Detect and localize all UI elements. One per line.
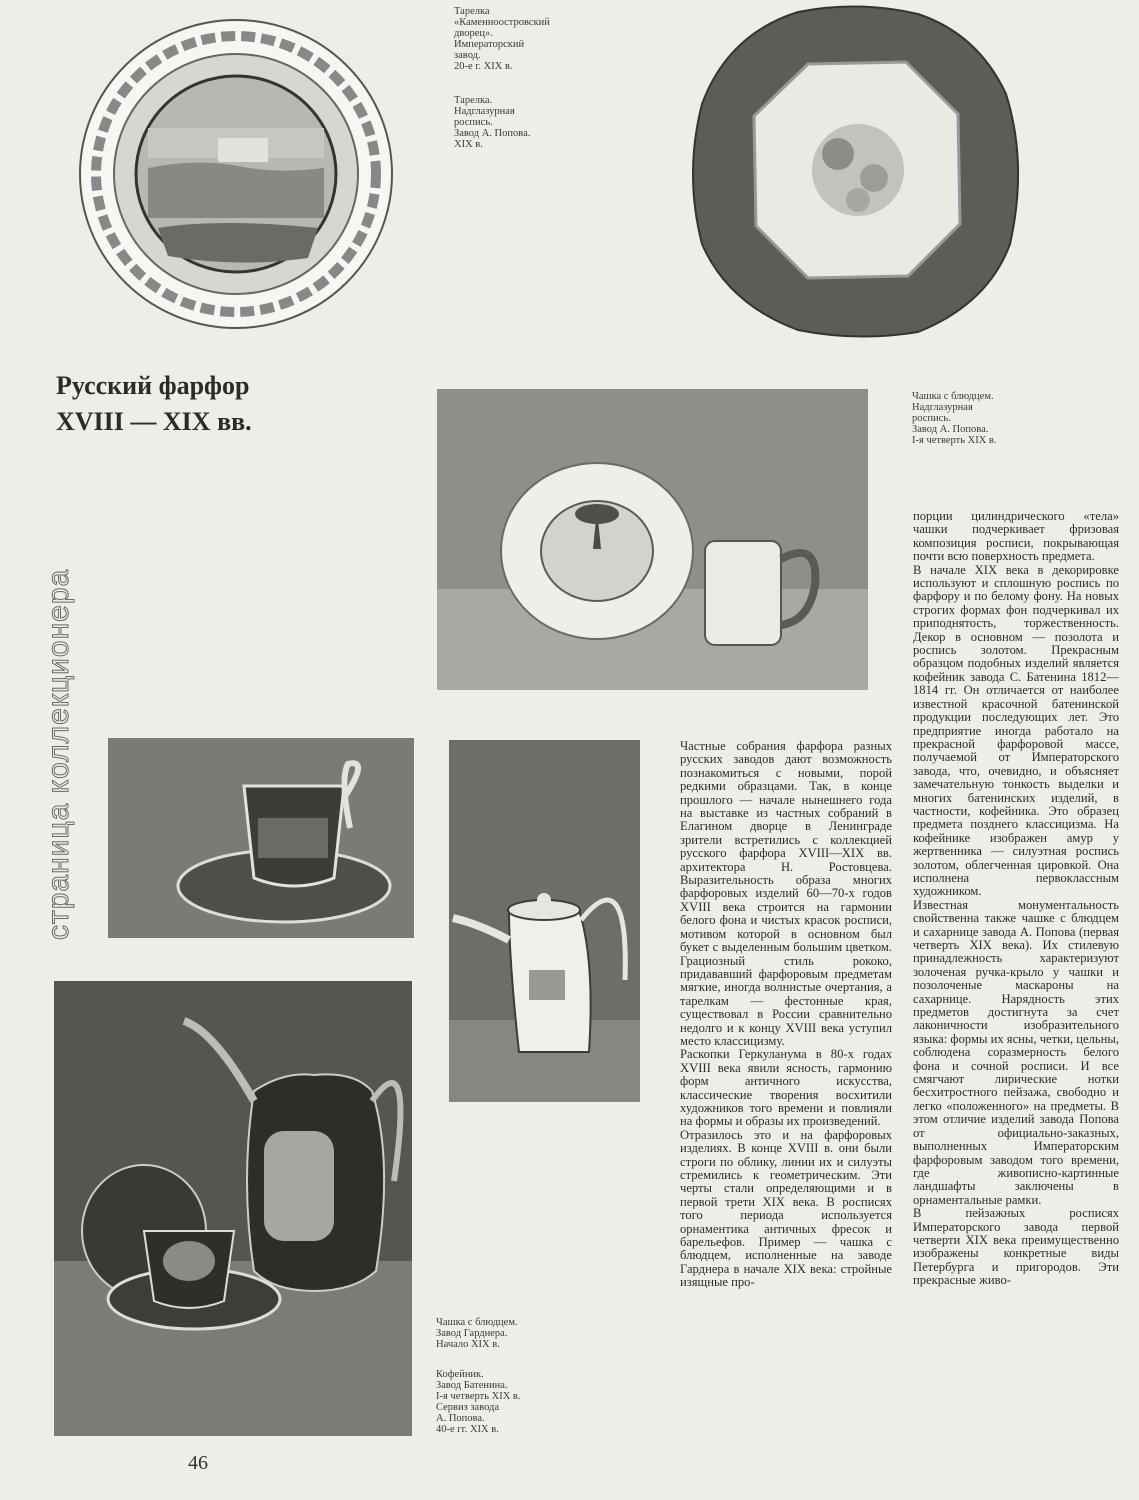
photo-coffee-batenin <box>449 740 640 1102</box>
photo-cup-popov <box>437 389 868 690</box>
caption-coffee-batenin: Кофейник. Завод Батенина. I-я четверть XIX в. <box>436 1369 521 1402</box>
article-paragraph: Известная монументальность свойственна также чашке с блюдцем и сахарнице завода А. Попова (первая четверть XIX века). Их стилевую принадлежность характеризуют золоченая ручка-крыло у чашки и позолоченые маскароны на сахарнице. Нарядность этих предметов достигнута за счет лаконичности изобразительного языка: формы их ясны, четки, цельны, соблюдена соразмерность белого фона и сочной росписи. И все смягчают лирические нотки бесхитростного пейзажа, свободно и легко «положенного» на предметы. В этом отличие изделий завода Попова от официально-заказных, выполненных Императорским фарфоровым заводом того времени, где живописно-картинные ландшафты заключены в орнаментальные рамки. <box>913 897 1119 1207</box>
caption-cup-gardner: Чашка с блюдцем. Завод Гарднера. Начало XIX в. <box>436 1317 518 1350</box>
page-number: 46 <box>188 1452 208 1474</box>
article-paragraph: Частные собрания фарфора разных русских заводов дают возможность познакомиться с новыми, порой редкими образцами. Так, в конце прошлого — начале нынешнего года на выставке из частных собраний в Елагином дворце в Ленинграде зрители встретились с коллекцией русского фарфора XVIII—XIX вв. архитектора Н. Ростовцева. Выразительность образа многих фарфоровых изделий 60—70-х годов XVIII века строится на гармонии белого фона и чистых красок росписи, мотивом которой в основном был букет с выделенным большим цветком. Грациозный стиль рококо, придававший фарфоровым предметам мягкие, иногда волнистые очертания, а тарелкам — фестонные края, существовал в России сравнительно недолго и к концу XVIII века уступил место классицизму. <box>680 739 892 1048</box>
photo-service-popov <box>54 981 412 1436</box>
article-paragraph: В пейзажных росписях Императорского завода первой четверти XIX века преимущественно изображены конкретные виды Петербурга и пригородов. Эти прекрасные живо- <box>913 1206 1119 1288</box>
caption-plate-kamennoostrovsky: Тарелка «Каменноостровский дворец». Императорский завод. 20-е г. XIX в. <box>454 6 550 72</box>
title-line-2: XVIII — XIX вв. <box>56 407 252 436</box>
page-title <box>56 368 356 440</box>
article-paragraph: Раскопки Геркуланума в 80-х годах XVIII века явили ясность, гармонию форм античного искусства, классические творения восхитили художников того времени и повлияли на формы и образы их произведений. <box>680 1047 892 1129</box>
article-paragraph: Отразилось это и на фарфоровых изделиях. В конце XVIII в. они были строги по облику, линии их и силуэты стремились к геометрическим. Эти черты стали определяющими и в первой трети XIX века. В росписях того периода используется орнаментика античных фресок и барельефов. Пример — чашка с блюдцем, исполненные на заводе Гарднера в начале XIX века: стройные изящные про- <box>680 1127 892 1290</box>
photo-plate-kamennoostrovsky <box>78 18 394 330</box>
article-column-2 <box>913 510 1119 1288</box>
caption-plate-popov: Тарелка. Надглазурная роспись. Завод А. Попова. XIX в. <box>454 95 531 150</box>
article-paragraph: порции цилиндрического «тела» чашки подчеркивает фризовая композиция росписи, покрывающая почти всю поверхность предмета. <box>913 509 1119 564</box>
section-label: страница коллекционера <box>42 568 75 940</box>
photo-plate-popov <box>688 4 1026 338</box>
caption-service-popov: Сервиз завода А. Попова. 40-е гг. XIX в. <box>436 1402 500 1435</box>
photo-cup-gardner <box>108 738 414 938</box>
caption-cup-popov: Чашка с блюдцем. Надглазурная роспись. Завод А. Попова. I-я четверть XIX в. <box>912 391 997 446</box>
article-column-1 <box>680 740 892 1290</box>
title-line-1: Русский фарфор <box>56 371 250 400</box>
article-paragraph: В начале XIX века в декорировке используют и сплошную роспись по фарфору и по белому фону. На новых строгих формах фон подчеркивал их приподнятость, торжественность. Декор в основном — позолота и роспись золотом. Прекрасным образцом подобных изделий является кофейник завода С. Батенина 1812—1814 гг. Он отличается от наиболее известной красочной батенинской продукции последующих лет. Это предприятие иногда работало на прекрасной фарфоровой массе, получаемой от Императорского завода, что, очевидно, и объясняет замечательную тонкость выделки и многих батенинских изделий, в частности, кофейника. Это образец предмета позднего классицизма. На кофейнике изображен амур у жертвенника — силуэтная роспись золотом, облегченная цировкой. Она исполнена первоклассным художником. <box>913 562 1119 899</box>
